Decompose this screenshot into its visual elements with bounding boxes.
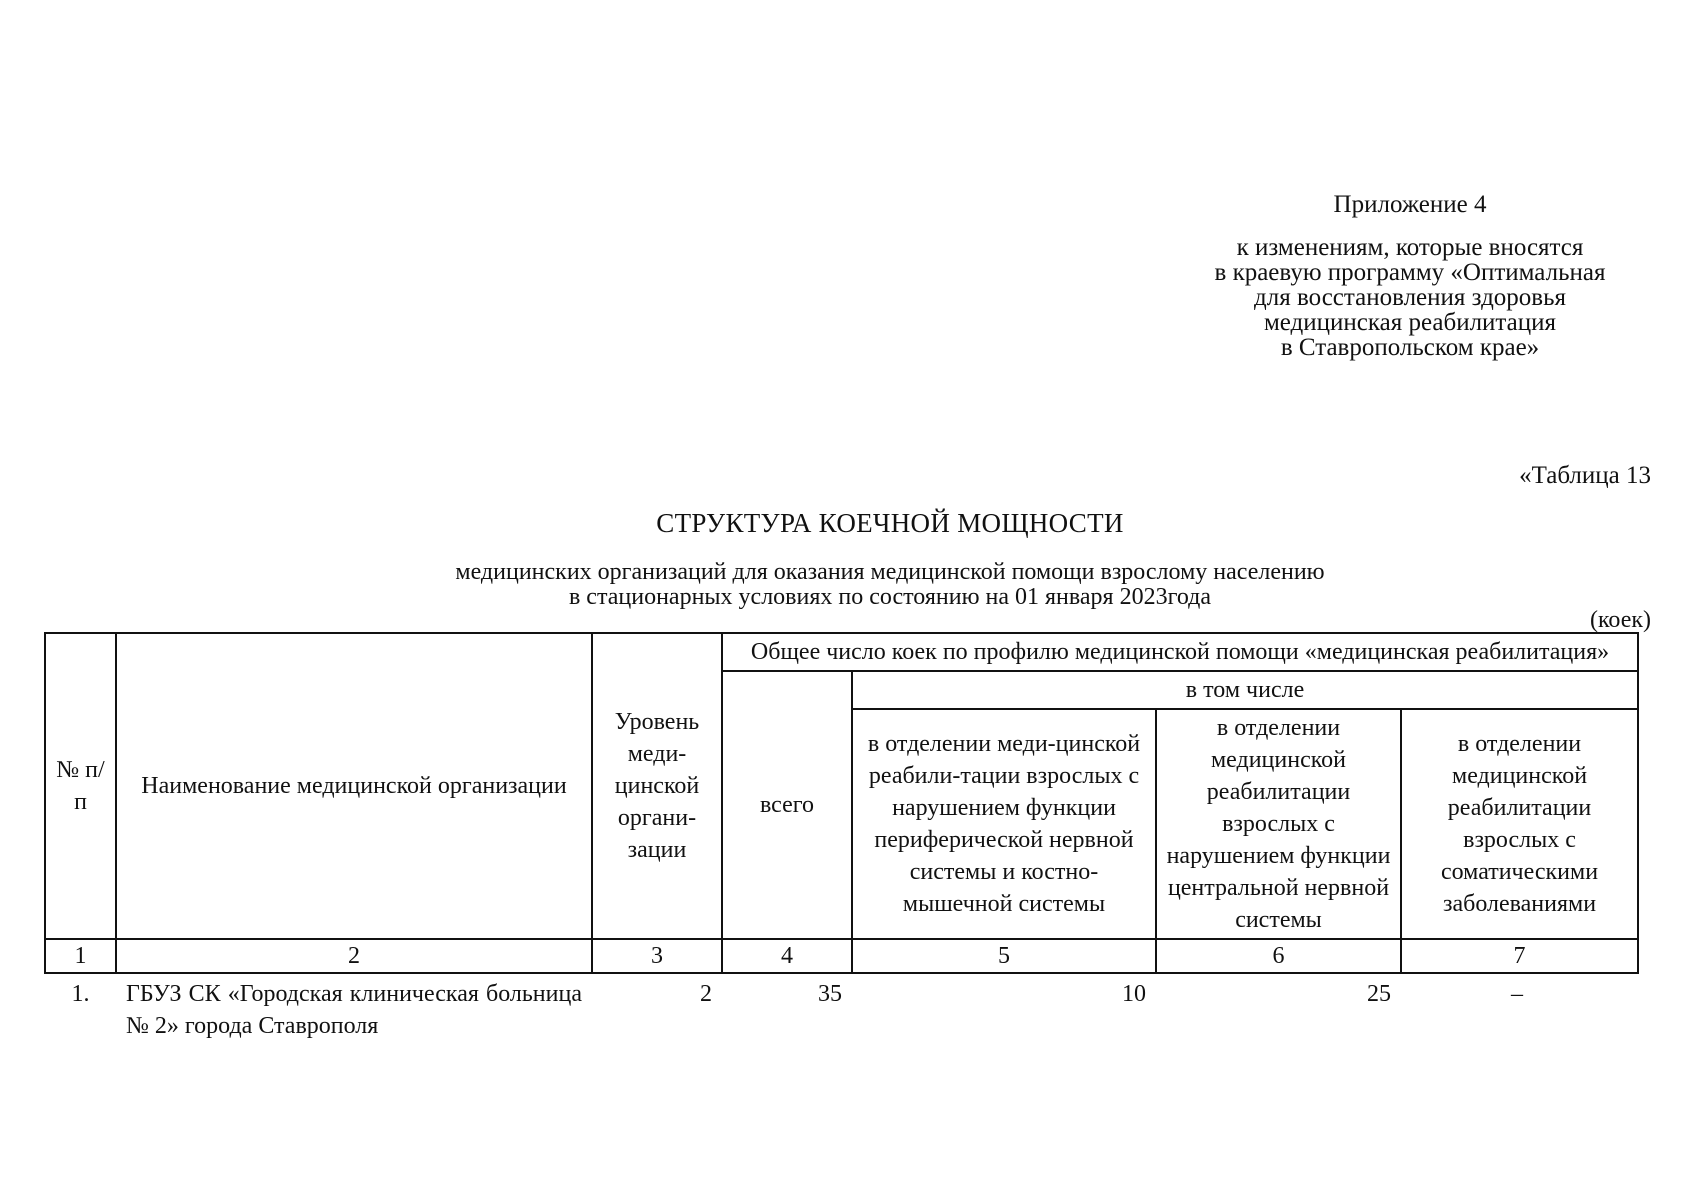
header-total: всего xyxy=(722,671,852,939)
document-title: СТРУКТУРА КОЕЧНОЙ МОЩНОСТИ xyxy=(656,508,1124,538)
units-label: (коек) xyxy=(1589,607,1651,633)
row-num: 1. xyxy=(71,981,90,1007)
appendix-line: к изменениям, которые вносятся xyxy=(1236,234,1584,261)
row-total: 35 xyxy=(818,981,842,1007)
header-num: № п/п xyxy=(45,633,116,939)
row-peripheral: 10 xyxy=(1122,981,1146,1007)
column-number: 4 xyxy=(722,939,852,973)
appendix-line: медицинская реабилитация xyxy=(1263,309,1557,336)
appendix-header xyxy=(1150,192,1670,360)
bed-capacity-table xyxy=(44,632,1639,1042)
row-organization: ГБУЗ СК «Городская клиническая больница № 2» города Ставрополя xyxy=(126,981,582,1039)
appendix-title: Приложение 4 xyxy=(1333,191,1487,218)
document-subtitle xyxy=(0,560,1697,610)
header-total-group: Общее число коек по профилю медицинской помощи «медицинская реабилитация» xyxy=(722,633,1638,671)
row-central: 25 xyxy=(1367,981,1391,1007)
header-somatic: в отделении медицинской реабилитации взрослых с соматическими заболеваниями xyxy=(1401,709,1638,939)
header-central: в отделении медицинской реабилитации взрослых с нарушением функции центральной нервной системы xyxy=(1156,709,1401,939)
table-number: «Таблица 13 xyxy=(1519,462,1651,489)
row-somatic: – xyxy=(1511,981,1524,1007)
column-number: 6 xyxy=(1156,939,1401,973)
column-number: 2 xyxy=(116,939,592,973)
header-including: в том числе xyxy=(852,671,1638,709)
column-number: 1 xyxy=(45,939,116,973)
row-level: 2 xyxy=(700,981,712,1007)
appendix-line: в Ставропольском крае» xyxy=(1280,334,1540,361)
appendix-line: для восстановления здоровья xyxy=(1254,284,1566,311)
subtitle-line: медицинских организаций для оказания медицинской помощи взрослому населению xyxy=(455,559,1325,585)
column-number: 5 xyxy=(852,939,1156,973)
column-number: 3 xyxy=(592,939,722,973)
column-number: 7 xyxy=(1401,939,1638,973)
table-row xyxy=(45,973,1638,1042)
header-organization: Наименование медицинской организации xyxy=(116,633,592,939)
subtitle-line: в стационарных условиях по состоянию на 01 января 2023года xyxy=(568,584,1212,610)
header-peripheral: в отделении меди-цинской реабили-тации взрослых с нарушением функции периферической нервной системы и костно-мышечной системы xyxy=(852,709,1156,939)
header-level: Уровень меди-цинской органи-зации xyxy=(592,633,722,939)
appendix-line: в краевую программу «Оптимальная xyxy=(1214,259,1606,286)
